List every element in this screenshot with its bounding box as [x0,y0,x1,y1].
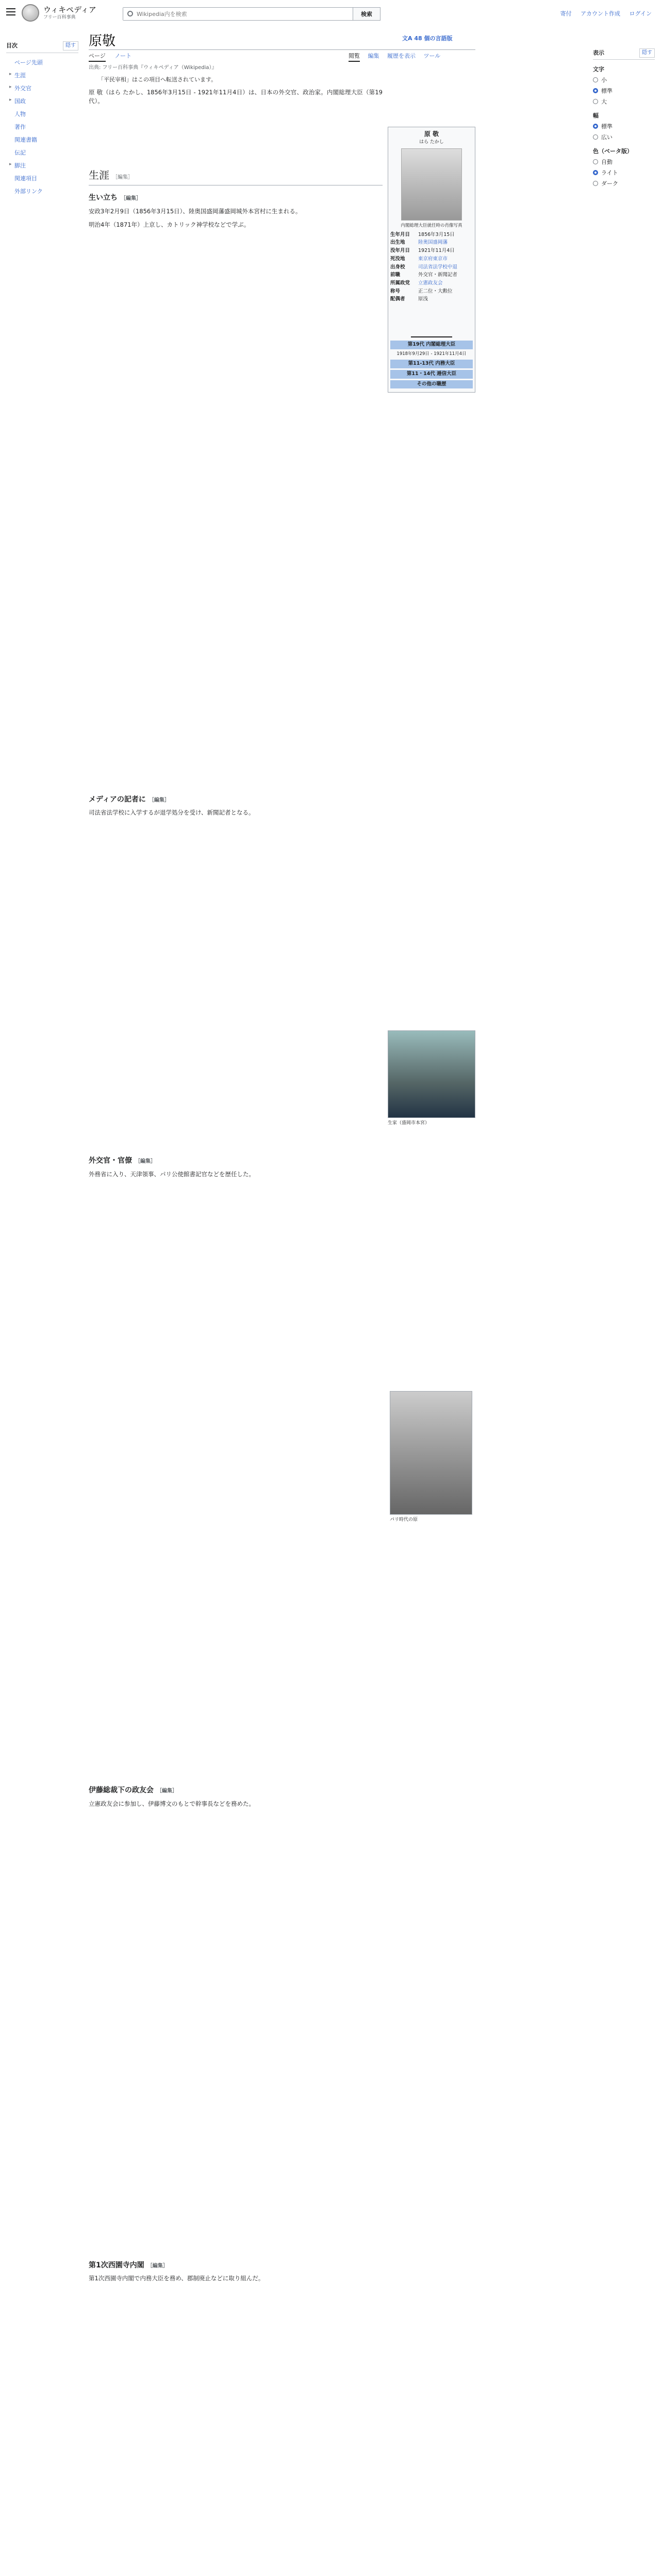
toc-item[interactable]: ▸ 脚注 [6,159,78,172]
toc-item[interactable]: 関連書籍 [14,136,37,143]
birthplace-caption: 生家（盛岡市本宮） [388,1121,430,1126]
paris-portrait-image[interactable] [390,1391,472,1515]
paragraph: 明治4年（1871年）上京し、カトリック神学校などで学ぶ。 [89,221,250,228]
appearance-title: 表示 [593,49,604,56]
infobox-row: 出身校 司法省法学校中退 [390,264,458,270]
infobox-row: 前職 外交官・新聞記者 [390,272,458,278]
birthplace-image[interactable] [388,1030,475,1118]
paragraph: 第1次西園寺内閣で内務大臣を務め、郡制廃止などに取り組んだ。 [89,2275,264,2282]
section-heading-media: メディアの記者に ［編集］ [89,795,170,804]
infobox-row: 没年月日 1921年11月4日 [390,248,455,254]
hatnote: 「平民宰相」はこの項目へ転送されています。 [98,76,217,83]
search-input[interactable] [123,8,340,20]
signature-image [411,307,452,337]
toc-item[interactable]: 著作 [14,123,26,130]
tab-read[interactable]: 閲覧 [349,53,360,62]
edit-link[interactable]: ［編集］ [135,1159,156,1165]
chevron-right-icon: ▸ [9,97,12,103]
infobox-row: 出生地 陸奥国盛岡藩 [390,240,448,246]
width-label: 幅 [593,112,599,119]
edit-link[interactable]: ［編集］ [157,1788,177,1794]
infobox-row: 所属政党 立憲政友会 [390,280,443,286]
chevron-right-icon: ▸ [9,71,12,77]
edit-link[interactable]: ［編集］ [121,196,141,202]
toc-header [6,41,78,53]
tab-edit[interactable]: 編集 [368,53,379,59]
text-size-option[interactable]: 小 [593,76,655,84]
logo-subtitle: フリー百科事典 [43,15,76,20]
appearance-panel [593,48,655,188]
edit-link[interactable]: ［編集］ [112,175,133,181]
color-option[interactable]: ダーク [593,179,655,188]
infobox-row: 配偶者 原浅 [390,296,428,302]
paris-portrait-caption: パリ時代の原 [390,1517,418,1522]
office-band: その他の職歴 [390,380,473,389]
text-size-label: 文字 [593,65,604,73]
toc-item[interactable]: 関連項目 [14,175,37,182]
tab-page[interactable]: ページ [89,53,106,62]
chevron-right-icon: ▸ [9,161,12,167]
paragraph: 安政3年2月9日（1856年3月15日）、陸奥国盛岡藩盛岡城外本宮村に生まれる。 [89,207,302,215]
office-band: 第19代 内閣総理大臣 [390,341,473,349]
user-links [553,9,652,18]
portrait-image[interactable] [401,148,462,221]
page-title: 原敬 [89,33,116,48]
create-account-link[interactable]: アカウント作成 [581,10,621,17]
portrait-caption: 内閣総理大臣就任時の肖像写真 [401,223,462,228]
infobox-row: 死没地 東京府東京市 [390,256,448,262]
section-heading-early: 生い立ち ［編集］ [89,194,141,202]
infobox-row: 生年月日 1856年3月15日 [390,231,455,238]
lead-paragraph: 原 敬（はら たかし、1856年3月15日 - 1921年11月4日）は、日本の外交官、政治家。内閣総理大臣（第19代）。 [89,88,383,105]
view-tabs [342,52,440,60]
section-heading-ito: 伊藤総裁下の政友会 ［編集］ [89,1786,177,1795]
chevron-right-icon: ▸ [9,84,12,90]
login-link[interactable]: ログイン [629,10,652,17]
toc-item[interactable]: ▸ 生涯 [6,69,78,82]
text-size-option[interactable]: 標準 [593,87,655,95]
paragraph: 立憲政友会に参加し、伊藤博文のもとで幹事長などを務めた。 [89,1800,255,1807]
toc-item[interactable]: ▸ 国政 [6,95,78,108]
appearance-hide-button[interactable]: 隠す [639,48,655,58]
search-box [123,7,380,21]
toc-sidebar [6,41,78,198]
paragraph: 司法省法学校に入学するが退学処分を受け、新聞記者となる。 [89,809,255,817]
main-menu-icon[interactable] [6,8,15,15]
section-heading-saionji1: 第1次西園寺内閣 ［編集］ [89,2261,168,2269]
search-icon [127,11,133,16]
logo-title[interactable]: ウィキペディア [43,5,96,14]
wikipedia-logo[interactable] [22,4,39,22]
text-size-option[interactable]: 大 [593,97,655,106]
search-button[interactable]: 検索 [353,7,380,21]
width-option[interactable]: 標準 [593,122,655,131]
color-option[interactable]: 自動 [593,158,655,166]
office-term: 1918年9月29日 - 1921年11月4日 [396,351,467,357]
title-divider [89,49,475,50]
tab-talk[interactable]: ノート [114,53,131,59]
office-band: 第11・14代 逓信大臣 [390,370,473,379]
infobox-title: 原 敬 はら たかし [419,130,444,145]
section-heading-diplomat: 外交官・官僚 ［編集］ [89,1157,156,1165]
site-subtitle: 出典: フリー百科事典『ウィキペディア（Wikipedia）』 [89,65,217,71]
donate-link[interactable]: 寄付 [560,10,572,17]
edit-link[interactable]: ［編集］ [147,2263,168,2269]
color-option[interactable]: ライト [593,168,655,177]
office-band: 第11-13代 内務大臣 [390,360,473,368]
toc-item[interactable]: ページ先頭 [14,59,43,66]
tab-tools[interactable]: ツール [423,53,441,59]
color-label: 色（ベータ版） [593,147,633,155]
toc-item[interactable]: 伝記 [14,149,26,156]
namespace-tabs [89,52,139,60]
article-body [89,64,475,2576]
toc-item[interactable]: 人物 [14,110,26,117]
toc-item[interactable]: 外部リンク [14,188,43,195]
translate-icon: 文A [402,35,415,42]
toc-title: 目次 [6,42,18,49]
toc-hide-button[interactable]: 隠す [63,41,78,50]
top-header [0,0,662,26]
tab-history[interactable]: 履歴を表示 [387,53,416,59]
infobox-row: 称号 正二位・大勲位 [390,288,453,294]
width-option[interactable]: 広い [593,133,655,142]
paragraph: 外務省に入り、天津領事、パリ公使館書記官などを歴任した。 [89,1171,255,1178]
language-button[interactable]: 文A 48 個の言語版 [402,35,453,42]
section-heading-life: 生涯 ［編集］ [89,168,383,185]
edit-link[interactable]: ［編集］ [148,797,170,803]
infobox [388,127,475,393]
toc-item[interactable]: ▸ 外交官 [6,82,78,95]
